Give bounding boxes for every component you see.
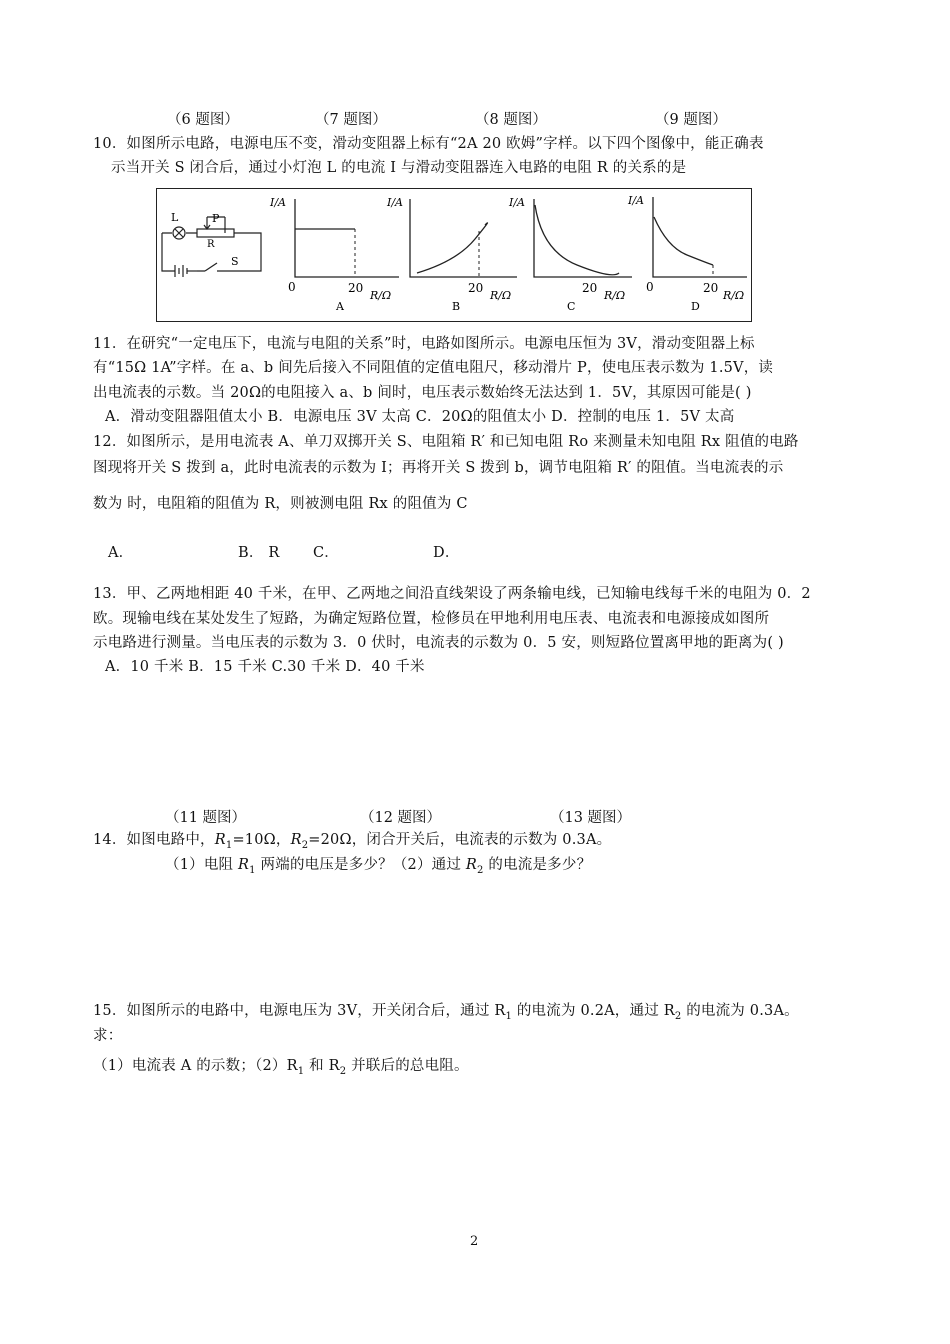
graph-C-axes (534, 199, 632, 277)
q15-l3-sub2: 2 (339, 1065, 347, 1077)
battery-icon (175, 265, 187, 277)
page-number: 2 (470, 1234, 479, 1249)
q15-text-3: 的电流为 0.3A。 (681, 1003, 799, 1019)
graph-C-tick20: 20 (582, 281, 598, 295)
graph-B-ylabel: I/A (387, 196, 403, 209)
q10-figure-svg (157, 189, 751, 321)
caption-fig9: （9 题图） (655, 112, 727, 128)
label-S: S (231, 255, 239, 268)
q10-line2: 示当开关 S 闭合后，通过小灯泡 L 的电流 I 与滑动变阻器连入电路的电阻 R 的关系的是 (111, 160, 687, 176)
label-R: R (207, 239, 215, 250)
lamp-cross (175, 229, 183, 237)
graph-C-xlabel: R/Ω (604, 289, 626, 302)
graph-D (627, 194, 747, 313)
q15-l3-c: 并联后的总电阻。 (346, 1058, 469, 1074)
caption-fig8: （8 题图） (475, 112, 547, 128)
q12-line2: 图现将开关 S 拨到 a，此时电流表的示数为 I；再将开关 S 拨到 b，调节电阻箱 R′ 的阻值。当电流表的示 (93, 460, 784, 476)
q11-options: A．滑动变阻器阻值太小 B．电源电压 3V 太高 C．20Ω的阻值太小 D．控制的电压 1．5V 太高 (105, 409, 735, 425)
q14-q-c: 的电流是多少？ (483, 857, 592, 873)
q15-text-1: 15．如图所示的电路中，电源电压为 3V，开关闭合后，通过 R (93, 1003, 506, 1019)
q12-line1: 12．如图所示，是用电流表 A、单刀双掷开关 S、电阻箱 R′ 和已知电阻 Ro 来测量未知电阻 Rx 阻值的电路 (93, 434, 799, 450)
q15-l3-b: 和 R (304, 1058, 340, 1074)
caption-fig11: （11 题图） (165, 810, 247, 826)
q14-line2 (165, 855, 591, 881)
graph-D-axes (653, 197, 747, 277)
q12-option-b: B． R (238, 545, 280, 561)
q10-line1: 10．如图所示电路，电源电压不变，滑动变阻器上标有“2A 20 欧姆”字样。以下四个图像中，能正确表 (93, 136, 764, 152)
graph-D-letter: D (691, 300, 700, 313)
label-P: P (212, 212, 220, 225)
q13-line3: 示电路进行测量。当电压表的示数为 3．0 伏时，电流表的示数为 0．5 安，则短路位置离甲地的距离为( ) (93, 635, 784, 651)
graph-C-letter: C (567, 300, 576, 313)
q15-line1 (93, 1001, 799, 1027)
q15-line3 (93, 1056, 469, 1082)
q11-line3: 出电流表的示数。当 20Ω的电阻接入 a、b 间时，电压表示数始终无法达到 1．5V，其原因可能是( ) (93, 385, 752, 401)
q12-line3: 数为 时，电阻箱的阻值为 R，则被测电阻 Rx 的阻值为 C (93, 496, 468, 512)
graph-C-curve (535, 205, 619, 275)
graph-A-tick20: 20 (348, 281, 364, 295)
q15-text-2: 的电流为 0.2A，通过 R (512, 1003, 675, 1019)
q15-line2: 求： (93, 1028, 123, 1044)
q14-q-sub2: 2 (477, 864, 484, 876)
graph-C-ylabel: I/A (509, 196, 525, 209)
q12-option-a: A． (108, 545, 134, 561)
q14-text-2: =10Ω， (232, 832, 291, 848)
q14-line1 (93, 830, 611, 856)
graph-A (269, 196, 399, 313)
graph-B-curve (417, 223, 487, 273)
graph-A-xlabel: R/Ω (370, 289, 392, 302)
graph-B-tick20: 20 (468, 281, 484, 295)
graph-D-curve (654, 217, 713, 265)
caption-fig6: （6 题图） (167, 112, 239, 128)
graph-C (508, 196, 632, 313)
q13-options: A．10 千米 B．15 千米 C.30 千米 D．40 千米 (105, 659, 425, 675)
q15-l3-a: （1）电流表 A 的示数；（2）R (93, 1058, 298, 1074)
q14-q-r1: R (238, 857, 250, 873)
graph-D-ylabel: I/A (628, 194, 644, 207)
q14-q-sub1: 1 (249, 864, 256, 876)
caption-fig7: （7 题图） (315, 112, 387, 128)
q15-l3-sub1: 1 (297, 1065, 305, 1077)
graph-A-axes (295, 199, 399, 277)
rheostat-body (197, 229, 234, 237)
q14-text-3: =20Ω，闭合开关后，电流表的示数为 0.3A。 (308, 832, 612, 848)
q14-sub1: 1 (225, 839, 233, 851)
graph-B-letter: B (452, 300, 461, 313)
label-L: L (171, 211, 179, 224)
q12-option-d: D． (433, 545, 460, 561)
caption-fig13: （13 题图） (550, 810, 632, 826)
q10-figure (156, 188, 752, 322)
q14-r1: R (214, 832, 226, 848)
graph-A-letter: A (336, 300, 344, 313)
q14-r2: R (290, 832, 302, 848)
switch-icon (205, 263, 217, 271)
caption-fig12: （12 题图） (360, 810, 442, 826)
q13-line1: 13．甲、乙两地相距 40 千米，在甲、乙两地之间沿直线架设了两条输电线，已知输电线每千米的电阻为 0．2 (93, 586, 811, 602)
graph-B-xlabel: R/Ω (490, 289, 512, 302)
graph-D-zero: 0 (646, 280, 654, 294)
q14-q-a: （1）电阻 (165, 857, 239, 873)
q14-sub2: 2 (301, 839, 309, 851)
graph-A-zero: 0 (288, 280, 296, 294)
q11-line1: 11．在研究“一定电压下，电流与电阻的关系”时，电路如图所示。电源电压恒为 3V，滑动变阻器上标 (93, 336, 755, 352)
q14-q-r2: R (465, 857, 478, 873)
graph-D-tick20: 20 (703, 281, 719, 295)
q13-line2: 欧。现输电线在某处发生了短路，为确定短路位置，检修员在甲地利用电压表、电流表和电源接成如图所 (93, 611, 770, 627)
graph-A-ylabel: I/A (270, 196, 286, 209)
q11-line2: 有“15Ω 1A”字样。在 a、b 间先后接入不同阻值的定值电阻尺，移动滑片 P，使电压表示数为 1.5V，读 (93, 360, 774, 376)
q15-sub1: 1 (505, 1010, 513, 1022)
graph-D-xlabel: R/Ω (723, 289, 745, 302)
q14-text-1: 14．如图电路中， (93, 832, 215, 848)
q15-sub2: 2 (674, 1010, 682, 1022)
graph-B-axes (410, 199, 517, 277)
graph-B (386, 196, 517, 313)
q12-option-c: C． (313, 545, 339, 561)
q14-q-b: 两端的电压是多少？（2）通过 (255, 857, 466, 873)
